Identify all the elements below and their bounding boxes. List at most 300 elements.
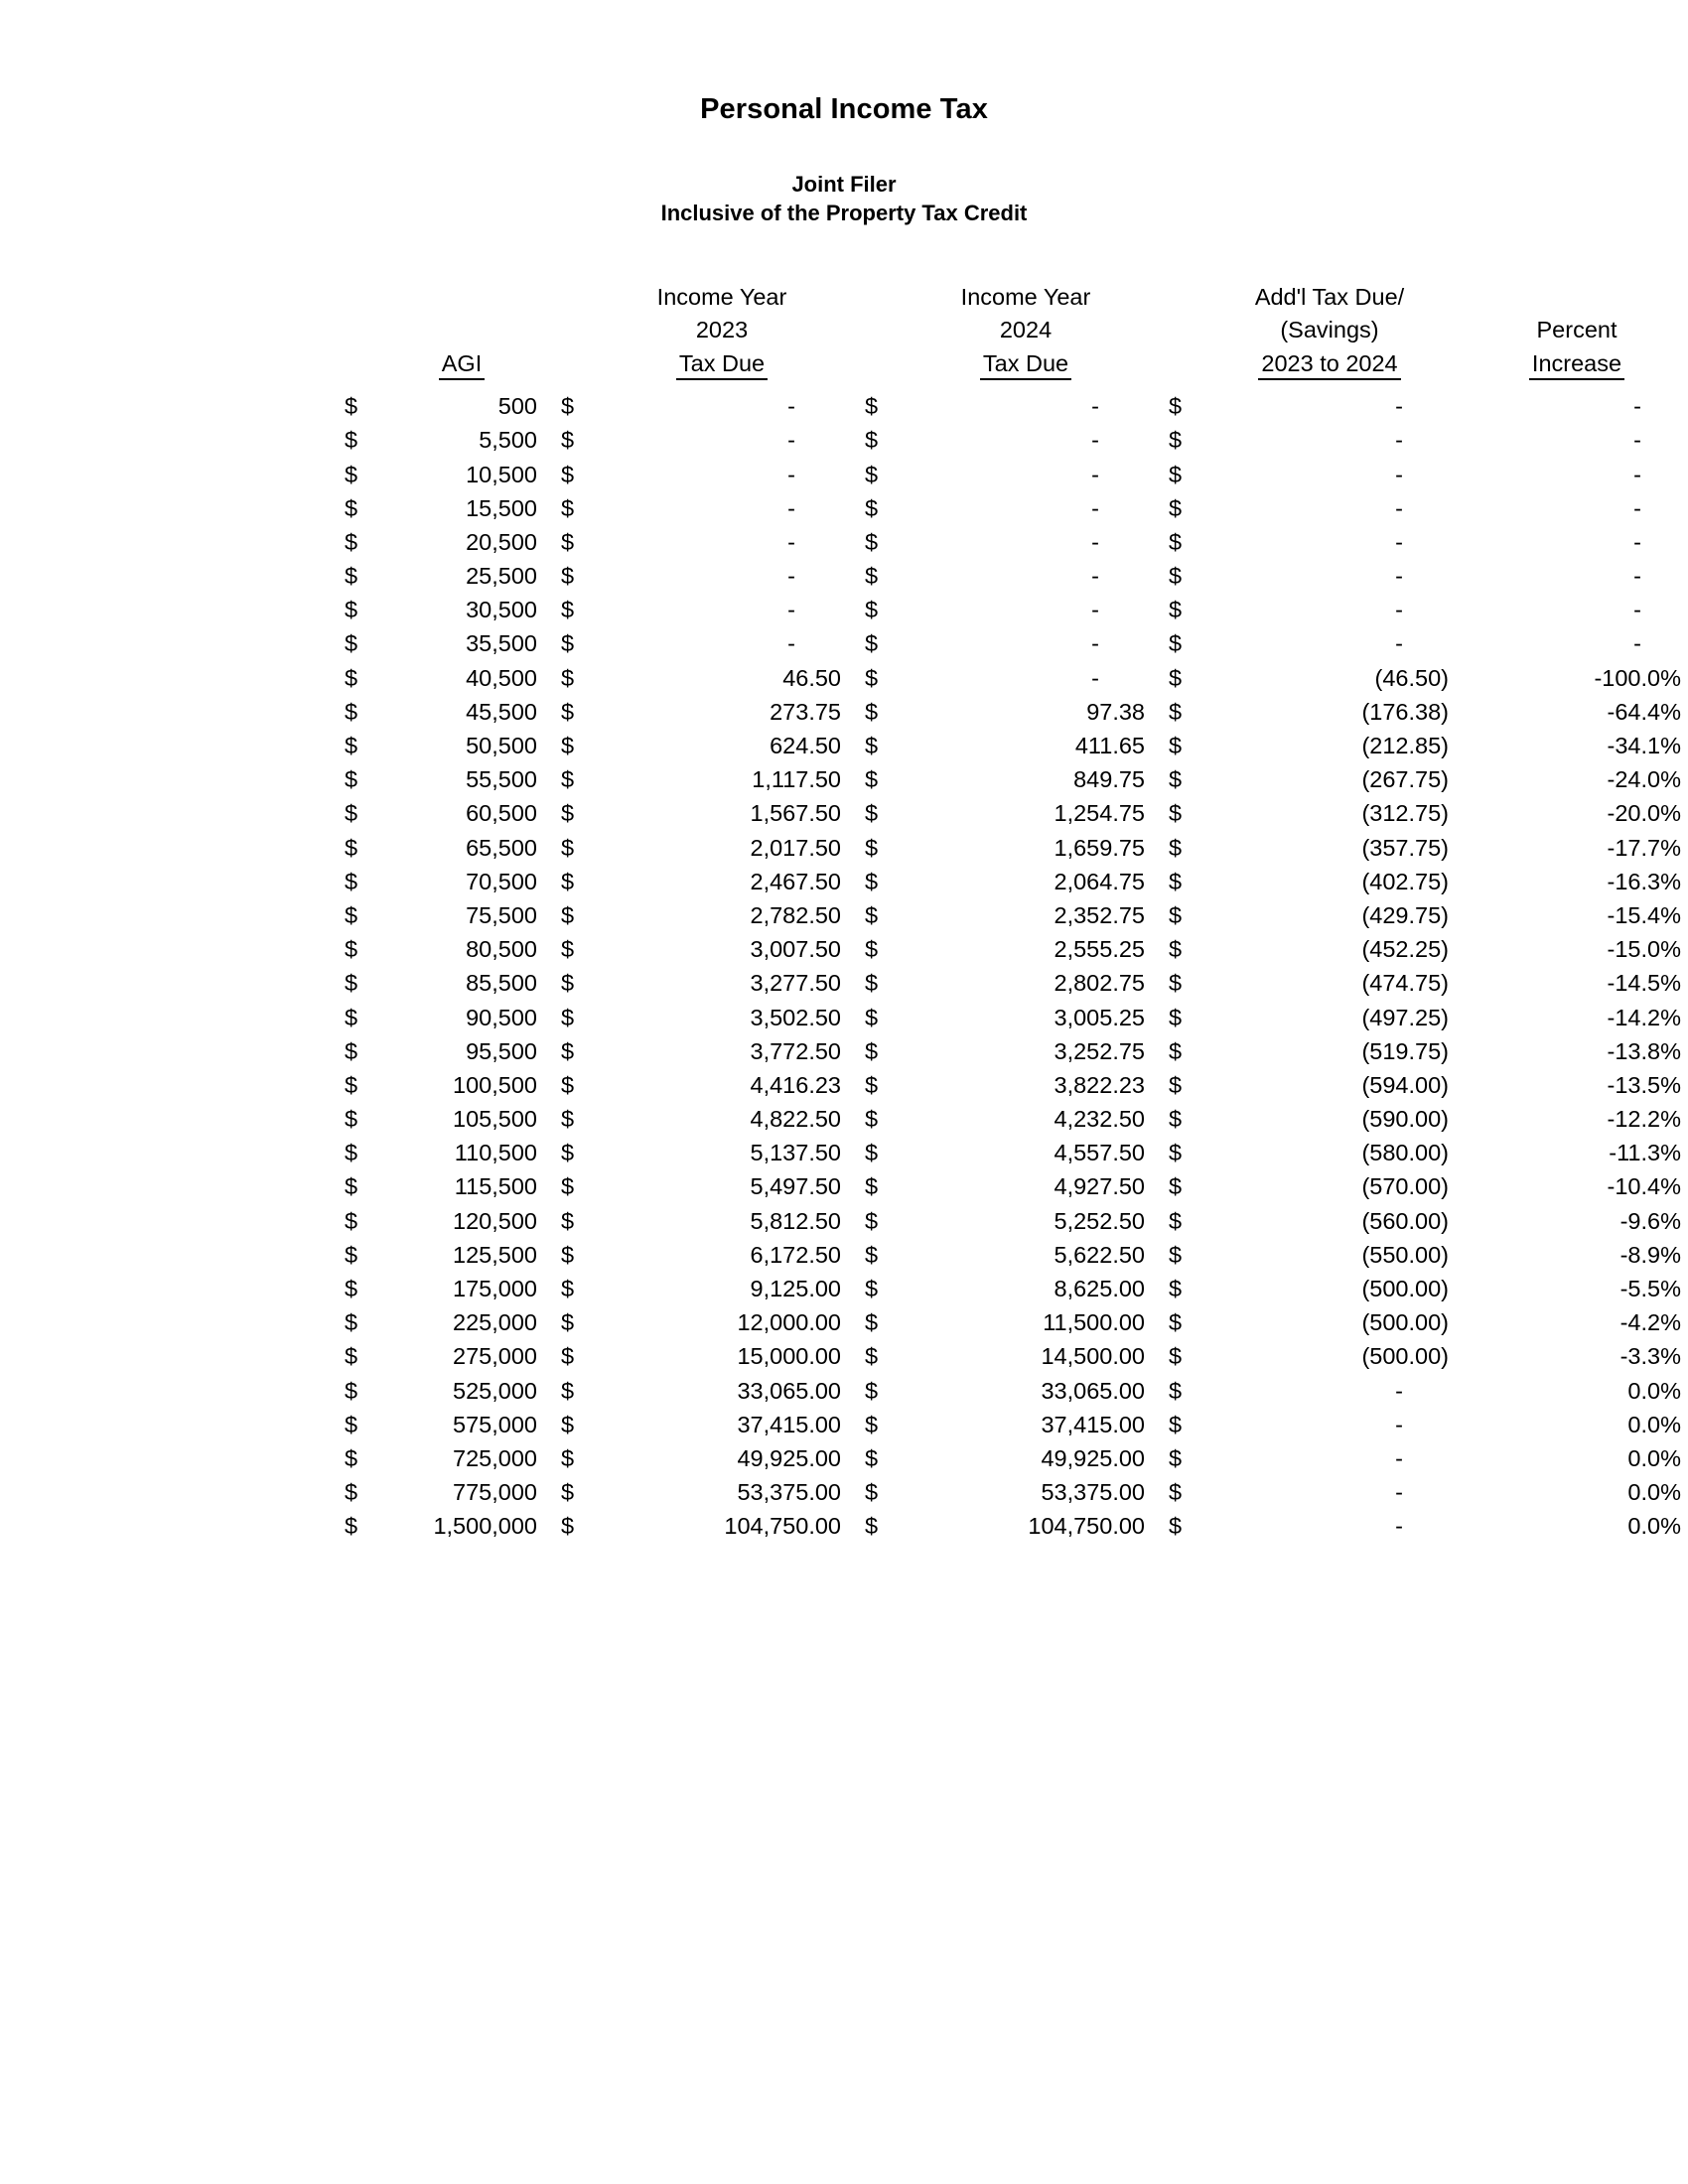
cell-tax-2023: 273.75 (770, 698, 841, 725)
cell-agi: 120,500 (453, 1207, 537, 1234)
table-row (345, 1470, 1683, 1504)
cell-tax-2024: 49,925.00 (1041, 1444, 1145, 1471)
currency-symbol-delta: $ (1169, 1037, 1183, 1064)
subtitle-credit-note: Inclusive of the Property Tax Credit (660, 201, 1028, 226)
currency-symbol-2024: $ (865, 1173, 879, 1200)
currency-symbol-agi: $ (345, 868, 358, 894)
header-2023-tax-due: Tax Due (603, 352, 843, 385)
cell-delta: (176.38) (1361, 698, 1449, 725)
header-agi-symbol-spacer (345, 286, 386, 320)
table-row (345, 1505, 1683, 1539)
currency-symbol-agi: $ (345, 970, 358, 997)
cell-percent: -4.2% (1619, 1309, 1681, 1336)
currency-symbol-2023: $ (561, 1037, 575, 1064)
currency-symbol-2023: $ (561, 630, 575, 657)
table-row (345, 554, 1683, 588)
currency-symbol-2024: $ (865, 1309, 879, 1336)
cell-delta: - (1395, 427, 1403, 454)
currency-symbol-2023: $ (561, 1241, 575, 1268)
currency-symbol-agi: $ (345, 766, 358, 793)
currency-symbol-agi: $ (345, 427, 358, 454)
cell-agi: 50,500 (466, 733, 537, 758)
currency-symbol-delta: $ (1169, 563, 1183, 590)
currency-symbol-2024: $ (865, 1207, 879, 1234)
cell-percent: - (1633, 528, 1641, 555)
cell-agi: 20,500 (466, 528, 537, 555)
cell-agi: 575,000 (453, 1411, 537, 1437)
cell-delta: - (1395, 461, 1403, 487)
cell-delta: (570.00) (1361, 1173, 1449, 1200)
cell-tax-2023: 49,925.00 (737, 1444, 841, 1471)
page-title: Personal Income Tax (700, 93, 988, 125)
cell-percent: -9.6% (1619, 1207, 1681, 1234)
cell-agi: 65,500 (466, 834, 537, 861)
currency-symbol-2023: $ (561, 936, 575, 963)
currency-symbol-2023: $ (561, 1309, 575, 1336)
currency-symbol-delta: $ (1169, 733, 1183, 758)
cell-tax-2024: 4,232.50 (1054, 1106, 1145, 1133)
cell-agi: 15,500 (466, 494, 537, 521)
cell-tax-2024: - (1091, 597, 1099, 623)
table-row (345, 384, 1683, 418)
table-row (345, 419, 1683, 453)
cell-tax-2023: - (787, 528, 795, 555)
cell-percent: -8.9% (1619, 1241, 1681, 1268)
cell-delta: (560.00) (1361, 1207, 1449, 1234)
cell-agi: 525,000 (453, 1377, 537, 1404)
cell-tax-2023: 1,567.50 (750, 800, 841, 827)
table-row (345, 1165, 1683, 1199)
cell-delta: (46.50) (1374, 664, 1449, 691)
cell-agi: 5,500 (479, 427, 537, 454)
cell-agi: 75,500 (466, 901, 537, 928)
cell-percent: -24.0% (1607, 766, 1681, 793)
header-2024-line1: Income Year (960, 283, 1091, 310)
table-body (345, 384, 1683, 1538)
table-row (345, 1436, 1683, 1470)
cell-agi: 110,500 (454, 1140, 537, 1166)
currency-symbol-2024: $ (865, 1411, 879, 1437)
cell-tax-2024: 4,927.50 (1054, 1173, 1145, 1200)
cell-tax-2023: 5,497.50 (750, 1173, 841, 1200)
header-delta-line1: Add'l Tax Due/ (1254, 283, 1405, 310)
cell-percent: -13.8% (1607, 1037, 1681, 1064)
currency-symbol-2024: $ (865, 1343, 879, 1370)
cell-delta: (580.00) (1361, 1140, 1449, 1166)
cell-percent: -14.2% (1607, 1004, 1681, 1030)
currency-symbol-2023: $ (561, 664, 575, 691)
cell-percent: -14.5% (1607, 970, 1681, 997)
cell-tax-2023: 3,007.50 (750, 936, 841, 963)
cell-agi: 25,500 (466, 563, 537, 590)
cell-percent: -5.5% (1619, 1276, 1681, 1301)
table-row (345, 1335, 1683, 1369)
table-row (345, 962, 1683, 996)
cell-tax-2024: 104,750.00 (1028, 1513, 1145, 1540)
cell-delta: - (1395, 528, 1403, 555)
currency-symbol-2023: $ (561, 1173, 575, 1200)
table-row (345, 1233, 1683, 1267)
currency-symbol-2023: $ (561, 1377, 575, 1404)
cell-agi: 225,000 (453, 1309, 537, 1336)
cell-tax-2024: 411.65 (1074, 733, 1145, 758)
cell-agi: 100,500 (453, 1071, 537, 1098)
header-row-3 (345, 352, 1683, 385)
currency-symbol-2024: $ (865, 1479, 879, 1506)
cell-percent: - (1633, 461, 1641, 487)
cell-tax-2024: 2,802.75 (1054, 970, 1145, 997)
cell-tax-2023: 3,277.50 (750, 970, 841, 997)
currency-symbol-2023: $ (561, 563, 575, 590)
currency-symbol-2024: $ (865, 1004, 879, 1030)
currency-symbol-delta: $ (1169, 800, 1183, 827)
header-agi-line2 (386, 319, 539, 352)
currency-symbol-agi: $ (345, 698, 358, 725)
cell-delta: (312.75) (1361, 800, 1449, 827)
cell-percent: -10.4% (1607, 1173, 1681, 1200)
currency-symbol-delta: $ (1169, 868, 1183, 894)
currency-symbol-agi: $ (345, 834, 358, 861)
cell-tax-2024: 14,500.00 (1041, 1343, 1145, 1370)
currency-symbol-2024: $ (865, 970, 879, 997)
currency-symbol-2024: $ (865, 461, 879, 487)
currency-symbol-agi: $ (345, 597, 358, 623)
cell-tax-2024: 2,064.75 (1054, 868, 1145, 894)
currency-symbol-delta: $ (1169, 1071, 1183, 1098)
currency-symbol-delta: $ (1169, 901, 1183, 928)
cell-tax-2024: 4,557.50 (1054, 1140, 1145, 1166)
subtitle-filer-type: Joint Filer (791, 172, 897, 197)
cell-agi: 175,000 (453, 1276, 537, 1301)
table-row (345, 1097, 1683, 1131)
cell-agi: 115,500 (454, 1173, 537, 1200)
cell-agi: 725,000 (453, 1444, 537, 1471)
table-row (345, 1403, 1683, 1436)
cell-agi: 105,500 (453, 1106, 537, 1133)
table-row (345, 826, 1683, 860)
cell-agi: 90,500 (466, 1004, 537, 1030)
currency-symbol-delta: $ (1169, 597, 1183, 623)
currency-symbol-2024: $ (865, 563, 879, 590)
cell-tax-2023: 3,502.50 (750, 1004, 841, 1030)
cell-tax-2023: 2,017.50 (750, 834, 841, 861)
table-row (345, 486, 1683, 520)
cell-tax-2023: 2,467.50 (750, 868, 841, 894)
header-percent-line1 (1473, 286, 1683, 320)
table-row (345, 927, 1683, 961)
cell-tax-2023: 37,415.00 (737, 1411, 841, 1437)
cell-tax-2024: 2,555.25 (1054, 936, 1145, 963)
cell-tax-2024: 3,252.75 (1054, 1037, 1145, 1064)
tax-table-container (0, 283, 1688, 1540)
currency-symbol-2024: $ (865, 698, 879, 725)
cell-tax-2024: 1,254.75 (1054, 800, 1145, 827)
currency-symbol-2023: $ (561, 597, 575, 623)
currency-symbol-2023: $ (561, 800, 575, 827)
cell-tax-2024: - (1091, 563, 1099, 590)
currency-symbol-2023: $ (561, 1004, 575, 1030)
cell-tax-2024: 1,659.75 (1054, 834, 1145, 861)
currency-symbol-2024: $ (865, 494, 879, 521)
currency-symbol-agi: $ (345, 1309, 358, 1336)
currency-symbol-2023: $ (561, 528, 575, 555)
cell-tax-2023: 46.50 (782, 664, 841, 691)
cell-tax-2023: - (787, 427, 795, 454)
table-header (345, 283, 1683, 385)
cell-delta: (267.75) (1361, 766, 1449, 793)
cell-delta: - (1395, 1479, 1403, 1506)
table-row (345, 1199, 1683, 1233)
cell-tax-2023: 6,172.50 (750, 1241, 841, 1268)
currency-symbol-agi: $ (345, 1173, 358, 1200)
currency-symbol-agi: $ (345, 733, 358, 758)
header-delta-line2: (Savings) (1280, 317, 1379, 343)
cell-tax-2024: 2,352.75 (1054, 901, 1145, 928)
cell-delta: - (1395, 393, 1403, 420)
currency-symbol-agi: $ (345, 800, 358, 827)
currency-symbol-2024: $ (865, 597, 879, 623)
currency-symbol-agi: $ (345, 1207, 358, 1234)
cell-tax-2023: - (787, 461, 795, 487)
header-2023-line1: Income Year (656, 283, 787, 310)
currency-symbol-agi: $ (345, 1241, 358, 1268)
cell-tax-2024: 53,375.00 (1041, 1479, 1145, 1506)
currency-symbol-2023: $ (561, 901, 575, 928)
currency-symbol-delta: $ (1169, 494, 1183, 521)
currency-symbol-2023: $ (561, 393, 575, 420)
currency-symbol-delta: $ (1169, 664, 1183, 691)
currency-symbol-2024: $ (865, 528, 879, 555)
cell-percent: -15.4% (1607, 901, 1681, 928)
cell-delta: (500.00) (1361, 1276, 1449, 1301)
cell-delta: (429.75) (1361, 901, 1449, 928)
header-2023-line2: 2023 (695, 317, 749, 343)
cell-agi: 35,500 (466, 630, 537, 657)
cell-tax-2023: 624.50 (770, 733, 841, 758)
currency-symbol-2023: $ (561, 494, 575, 521)
cell-agi: 60,500 (466, 800, 537, 827)
currency-symbol-delta: $ (1169, 970, 1183, 997)
currency-symbol-agi: $ (345, 1377, 358, 1404)
cell-delta: (519.75) (1361, 1037, 1449, 1064)
cell-tax-2024: - (1091, 427, 1099, 454)
cell-agi: 1,500,000 (433, 1513, 537, 1540)
currency-symbol-delta: $ (1169, 1173, 1183, 1200)
currency-symbol-delta: $ (1169, 393, 1183, 420)
cell-tax-2024: - (1091, 630, 1099, 657)
cell-agi: 95,500 (466, 1037, 537, 1064)
cell-tax-2023: - (787, 630, 795, 657)
cell-percent: -13.5% (1607, 1071, 1681, 1098)
cell-delta: (550.00) (1361, 1241, 1449, 1268)
cell-tax-2024: 849.75 (1073, 766, 1145, 793)
cell-percent: -12.2% (1607, 1106, 1681, 1133)
cell-tax-2023: 53,375.00 (737, 1479, 841, 1506)
cell-percent: -64.4% (1607, 698, 1681, 725)
cell-delta: - (1395, 563, 1403, 590)
cell-agi: 775,000 (453, 1479, 537, 1506)
cell-tax-2024: 97.38 (1086, 698, 1145, 725)
currency-symbol-delta: $ (1169, 1513, 1183, 1540)
cell-delta: - (1395, 1377, 1403, 1404)
cell-agi: 80,500 (466, 936, 537, 963)
currency-symbol-2023: $ (561, 834, 575, 861)
cell-percent: 0.0% (1627, 1444, 1681, 1471)
table-row (345, 1132, 1683, 1165)
currency-symbol-agi: $ (345, 528, 358, 555)
cell-percent: - (1633, 494, 1641, 521)
cell-percent: -100.0% (1594, 664, 1681, 691)
currency-symbol-2023: $ (561, 1411, 575, 1437)
cell-delta: (500.00) (1361, 1343, 1449, 1370)
cell-delta: (590.00) (1361, 1106, 1449, 1133)
currency-symbol-2023: $ (561, 733, 575, 758)
table-row (345, 520, 1683, 554)
cell-tax-2023: 4,416.23 (750, 1071, 841, 1098)
cell-percent: 0.0% (1627, 1377, 1681, 1404)
currency-symbol-agi: $ (345, 494, 358, 521)
cell-tax-2023: 4,822.50 (750, 1106, 841, 1133)
currency-symbol-delta: $ (1169, 936, 1183, 963)
currency-symbol-2023: $ (561, 970, 575, 997)
currency-symbol-delta: $ (1169, 630, 1183, 657)
cell-agi: 55,500 (466, 766, 537, 793)
currency-symbol-agi: $ (345, 630, 358, 657)
cell-tax-2024: - (1091, 494, 1099, 521)
currency-symbol-2023: $ (561, 1207, 575, 1234)
cell-percent: - (1633, 393, 1641, 420)
cell-agi: 45,500 (466, 698, 537, 725)
cell-tax-2023: - (787, 494, 795, 521)
header-percent-increase: Increase (1473, 352, 1683, 385)
cell-delta: - (1395, 1513, 1403, 1540)
header-row-2 (345, 319, 1683, 352)
currency-symbol-agi: $ (345, 1037, 358, 1064)
currency-symbol-2024: $ (865, 901, 879, 928)
cell-delta: (474.75) (1361, 970, 1449, 997)
currency-symbol-2024: $ (865, 1276, 879, 1301)
currency-symbol-delta: $ (1169, 427, 1183, 454)
cell-percent: -16.3% (1607, 868, 1681, 894)
currency-symbol-agi: $ (345, 393, 358, 420)
currency-symbol-2023: $ (561, 1479, 575, 1506)
currency-symbol-delta: $ (1169, 1444, 1183, 1471)
cell-tax-2023: - (787, 597, 795, 623)
cell-tax-2024: 37,415.00 (1041, 1411, 1145, 1437)
cell-delta: (500.00) (1361, 1309, 1449, 1336)
cell-delta: - (1395, 630, 1403, 657)
cell-delta: - (1395, 1444, 1403, 1471)
cell-tax-2024: - (1091, 664, 1099, 691)
currency-symbol-2024: $ (865, 936, 879, 963)
cell-percent: -20.0% (1607, 800, 1681, 827)
currency-symbol-2023: $ (561, 1071, 575, 1098)
currency-symbol-2024: $ (865, 1140, 879, 1166)
currency-symbol-2024: $ (865, 1377, 879, 1404)
currency-symbol-2023: $ (561, 1513, 575, 1540)
currency-symbol-2023: $ (561, 766, 575, 793)
currency-symbol-delta: $ (1169, 461, 1183, 487)
cell-percent: -15.0% (1607, 936, 1681, 963)
table-row (345, 996, 1683, 1029)
cell-tax-2024: 11,500.00 (1043, 1309, 1145, 1336)
currency-symbol-agi: $ (345, 1411, 358, 1437)
cell-delta: (402.75) (1361, 868, 1449, 894)
cell-tax-2023: 9,125.00 (750, 1276, 841, 1301)
header-row-1 (345, 286, 1683, 320)
currency-symbol-2024: $ (865, 800, 879, 827)
table-row (345, 589, 1683, 622)
cell-tax-2023: 12,000.00 (737, 1309, 841, 1336)
cell-percent: - (1633, 427, 1641, 454)
currency-symbol-agi: $ (345, 1140, 358, 1166)
cell-tax-2023: 2,782.50 (750, 901, 841, 928)
cell-tax-2024: 3,822.23 (1054, 1071, 1145, 1098)
currency-symbol-agi: $ (345, 1071, 358, 1098)
currency-symbol-agi: $ (345, 1004, 358, 1030)
cell-delta: (452.25) (1361, 936, 1449, 963)
currency-symbol-agi: $ (345, 936, 358, 963)
cell-percent: -34.1% (1607, 733, 1681, 758)
table-row (345, 724, 1683, 757)
cell-agi: 30,500 (466, 597, 537, 623)
cell-agi: 10,500 (466, 461, 537, 487)
cell-delta: (594.00) (1361, 1071, 1449, 1098)
cell-percent: -3.3% (1619, 1343, 1681, 1370)
currency-symbol-2024: $ (865, 1444, 879, 1471)
header-percent-line2: Percent (1536, 317, 1618, 343)
cell-agi: 500 (497, 393, 537, 420)
cell-tax-2024: 8,625.00 (1054, 1276, 1145, 1301)
header-2024-tax-due: Tax Due (907, 352, 1147, 385)
tax-table (345, 283, 1683, 1540)
table-row (345, 1267, 1683, 1300)
currency-symbol-2023: $ (561, 868, 575, 894)
table-row (345, 1369, 1683, 1403)
cell-tax-2023: 5,812.50 (750, 1207, 841, 1234)
currency-symbol-agi: $ (345, 461, 358, 487)
cell-tax-2023: 15,000.00 (737, 1343, 841, 1370)
currency-symbol-agi: $ (345, 1479, 358, 1506)
currency-symbol-2024: $ (865, 1241, 879, 1268)
currency-symbol-delta: $ (1169, 1140, 1183, 1166)
currency-symbol-delta: $ (1169, 1207, 1183, 1234)
header-2024-line2: 2024 (999, 317, 1053, 343)
cell-tax-2023: 5,137.50 (750, 1140, 841, 1166)
currency-symbol-2024: $ (865, 664, 879, 691)
cell-tax-2024: 5,622.50 (1054, 1241, 1145, 1268)
table-row (345, 893, 1683, 927)
cell-tax-2024: 3,005.25 (1054, 1004, 1145, 1030)
currency-symbol-2024: $ (865, 1071, 879, 1098)
currency-symbol-agi: $ (345, 1106, 358, 1133)
cell-percent: 0.0% (1627, 1411, 1681, 1437)
cell-tax-2023: 3,772.50 (750, 1037, 841, 1064)
cell-delta: (212.85) (1361, 733, 1449, 758)
currency-symbol-2024: $ (865, 393, 879, 420)
header-agi: AGI (386, 352, 539, 385)
currency-symbol-2023: $ (561, 698, 575, 725)
currency-symbol-delta: $ (1169, 1276, 1183, 1301)
currency-symbol-delta: $ (1169, 1411, 1183, 1437)
cell-tax-2024: - (1091, 461, 1099, 487)
cell-percent: -17.7% (1607, 834, 1681, 861)
cell-tax-2024: - (1091, 528, 1099, 555)
cell-agi: 40,500 (466, 664, 537, 691)
currency-symbol-2023: $ (561, 1444, 575, 1471)
cell-percent: -11.3% (1609, 1140, 1681, 1166)
table-row (345, 860, 1683, 893)
